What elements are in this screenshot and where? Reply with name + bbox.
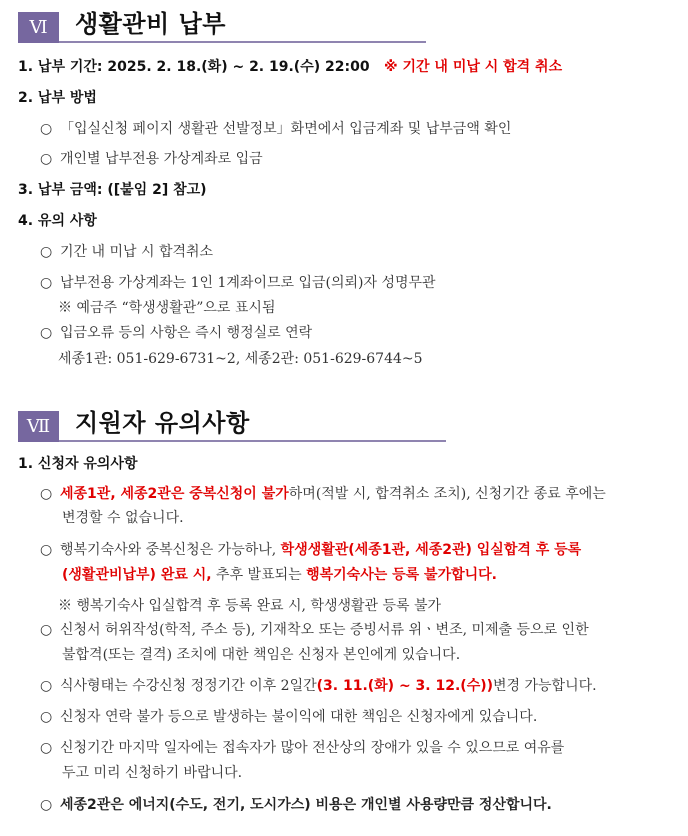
notes-item-3: ○ 입금오류 등의 사항은 즉시 행정실로 연락 xyxy=(40,325,313,341)
depositor-note: ※ 예금주 “학생생활관”으로 표시됨 xyxy=(58,300,276,316)
applicant-note-5: ○ 신청자 연락 불가 등으로 발생하는 불이익에 대한 책임은 신청자에게 있습니다. xyxy=(40,709,538,725)
applicant-note-2: ○ 행복기숙사와 중복신청은 가능하나, 학생생활관(세종1관, 세종2관) 입실합격 후 등록 xyxy=(40,542,582,558)
bullet-icon: ○ xyxy=(40,121,53,137)
section-7-title: 지원자 유의사항 xyxy=(59,408,446,442)
section-7-number: Ⅶ xyxy=(18,411,59,442)
applicant-note-3: ○ 신청서 허위작성(학적, 주소 등), 기재착오 또는 증빙서류 위ㆍ변조, 미제출 등으로 인한 xyxy=(40,622,589,638)
bullet-icon: ○ xyxy=(40,797,53,813)
section-7-header xyxy=(18,408,446,442)
section-6-number: Ⅵ xyxy=(18,12,59,43)
applicant-note-3-cont: 불합격(또는 결격) 조치에 대한 책임은 신청자 본인에게 있습니다. xyxy=(62,647,461,663)
payment-amount-heading: 3. 납부 금액: ([붙임 2] 참고) xyxy=(18,182,207,198)
section-6-title: 생활관비 납부 xyxy=(59,9,426,43)
bullet-icon: ○ xyxy=(40,709,53,725)
bullet-icon: ○ xyxy=(40,678,53,694)
applicant-note-1-cont: 변경할 수 없습니다. xyxy=(62,510,184,526)
payment-method-item-1: ○ 「입실신청 페이지 생활관 선발정보」화면에서 입금계좌 및 납부금액 확인 xyxy=(40,121,512,137)
contact-numbers: 세종1관: 051-629-6731~2, 세종2관: 051-629-6744~5 xyxy=(58,351,423,367)
bullet-icon: ○ xyxy=(40,740,53,756)
applicant-note-4: ○ 식사형태는 수강신청 정정기간 이후 2일간(3. 11.(화) ~ 3. 12.(수))변경 가능합니다. xyxy=(40,678,597,694)
payment-method-item-2: ○ 개인별 납부전용 가상계좌로 입금 xyxy=(40,151,263,167)
notes-heading: 4. 유의 사항 xyxy=(18,213,97,229)
payment-period-label: 1. 납부 기간: 2025. 2. 18.(화) ~ 2. 19.(수) 22:00 xyxy=(18,59,370,75)
payment-period-warning: ※ 기간 내 미납 시 합격 취소 xyxy=(384,59,563,75)
payment-period xyxy=(18,57,562,77)
happy-dorm-note: ※ 행복기숙사 입실합격 후 등록 완료 시, 학생생활관 등록 불가 xyxy=(58,598,442,614)
bullet-icon: ○ xyxy=(40,325,53,341)
payment-method-heading: 2. 납부 방법 xyxy=(18,90,97,106)
applicant-note-6: ○ 신청기간 마지막 일자에는 접속자가 많아 전산상의 장애가 있을 수 있으므로 여유를 xyxy=(40,740,565,756)
applicant-note-6-cont: 두고 미리 신청하기 바랍니다. xyxy=(62,765,243,781)
applicant-notes-heading: 1. 신청자 유의사항 xyxy=(18,456,138,472)
notes-item-1: ○ 기간 내 미납 시 합격취소 xyxy=(40,244,214,260)
applicant-note-1: ○ 세종1관, 세종2관은 중복신청이 불가하며(적발 시, 합격취소 조치), 신청기간 종료 후에는 xyxy=(40,486,606,502)
applicant-note-2-cont: (생활관비납부) 완료 시, 추후 발표되는 행복기숙사는 등록 불가합니다. xyxy=(62,567,497,583)
notes-item-2: ○ 납부전용 가상계좌는 1인 1계좌이므로 입금(의뢰)자 성명무관 xyxy=(40,275,436,291)
section-6-header xyxy=(18,9,426,43)
bullet-icon: ○ xyxy=(40,275,53,291)
bullet-icon: ○ xyxy=(40,542,53,558)
bullet-icon: ○ xyxy=(40,151,53,167)
bullet-icon: ○ xyxy=(40,244,53,260)
bullet-icon: ○ xyxy=(40,622,53,638)
applicant-note-7: ○ 세종2관은 에너지(수도, 전기, 도시가스) 비용은 개인별 사용량만큼 정산합니다. xyxy=(40,797,552,813)
bullet-icon: ○ xyxy=(40,486,53,502)
